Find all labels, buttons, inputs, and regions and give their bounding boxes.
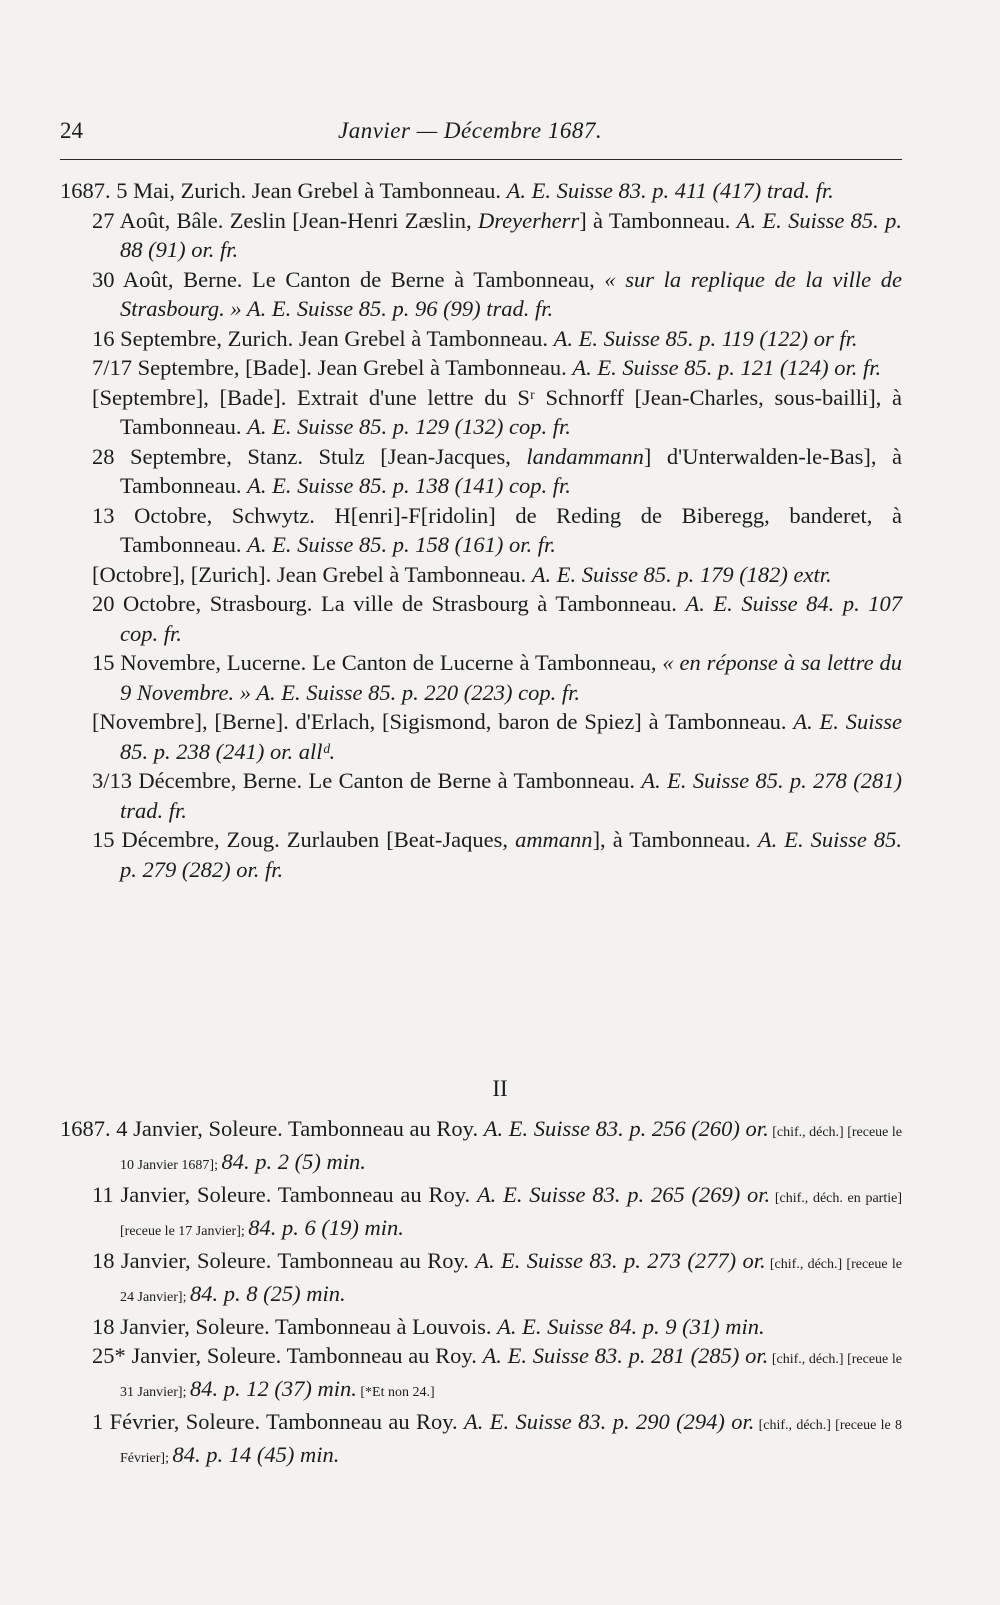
list-item	[60, 1114, 902, 1180]
list-item	[60, 648, 902, 707]
list-item	[60, 501, 902, 560]
entry-reference: A. E. Suisse 85. p. 119 (122) or fr.	[553, 325, 858, 351]
list-item	[60, 1312, 902, 1341]
entry-text: 20 Octobre, Strasbourg. La ville de Strasbourg à Tambonneau.	[92, 591, 686, 616]
correspondence-list-2	[60, 1114, 902, 1473]
list-item	[60, 324, 902, 354]
entry-reference: A. E. Suisse 84. p. 107 cop. fr.	[120, 591, 902, 646]
entry-note: [chif., déch.] [receue le 24 Janvier];	[120, 1257, 902, 1305]
entry-reference: A. E. Suisse 85. p. 158 (161) or. fr.	[247, 532, 556, 557]
entry-quote: « sur la replique de la ville de Strasbourg. »	[120, 266, 902, 321]
entry-reference: A. E. Suisse 83. p. 411 (417) trad. fr.	[506, 178, 834, 203]
entry-text: 28 Septembre, Stanz. Stulz [Jean-Jacques,	[92, 443, 527, 469]
entry-footnote: [*Et non 24.]	[356, 1385, 435, 1400]
entry-reference: A. E. Suisse 85. p. 220 (223) cop. fr.	[251, 679, 580, 705]
header-rule	[60, 159, 902, 160]
entry-text: 1 Février, Soleure. Tambonneau au Roy.	[92, 1409, 465, 1434]
entry-reference: A. E. Suisse 83. p. 273 (277) or.	[475, 1248, 766, 1273]
entry-reference: A. E. Suisse 85. p. 121 (124) or. fr.	[572, 355, 882, 380]
correspondence-list-1	[60, 176, 902, 884]
entry-reference: A. E. Suisse 85. p. 278 (281) trad. fr.	[120, 768, 902, 823]
entry-reference: A. E. Suisse 85. p. 96 (99) trad. fr.	[241, 296, 554, 321]
entry-reference: 84. p. 2 (5) min.	[221, 1149, 366, 1174]
entry-text: 25* Janvier, Soleure. Tambonneau au Roy.	[92, 1343, 483, 1368]
entry-text: 1687. 4 Janvier, Soleure. Tambonneau au Roy.	[60, 1116, 484, 1141]
entry-text: 30 Août, Berne. Le Canton de Berne à Tambonneau,	[92, 266, 605, 292]
entry-reference: A. E. Suisse 85. p. 238 (241) or. allᵈ.	[120, 709, 902, 764]
list-item	[60, 353, 902, 383]
list-item	[60, 1341, 902, 1407]
entry-role: Dreyerherr	[477, 207, 580, 233]
list-item	[60, 1407, 902, 1473]
entry-text: ] d'Unterwalden-le-Bas], à Tambonneau.	[120, 443, 902, 498]
list-item	[60, 176, 902, 206]
entry-reference: A. E. Suisse 85. p. 138 (141) cop. fr.	[247, 473, 571, 498]
entry-reference: A. E. Suisse 85. p. 129 (132) cop. fr.	[247, 414, 571, 439]
list-item	[60, 707, 902, 766]
entry-text: 15 Novembre, Lucerne. Le Canton de Lucerne à Tambonneau,	[92, 650, 663, 675]
entry-reference: 84. p. 8 (25) min.	[189, 1281, 346, 1306]
list-item	[60, 1246, 902, 1312]
entry-reference: 84. p. 6 (19) min.	[248, 1215, 404, 1240]
entry-text: 18 Janvier, Soleure. Tambonneau à Louvois.	[92, 1314, 498, 1339]
entry-reference: A. E. Suisse 83. p. 281 (285) or.	[482, 1343, 769, 1368]
list-item	[60, 560, 902, 590]
entry-note: [chif., déch. en partie] [receue le 17 Janvier];	[120, 1191, 902, 1239]
entry-reference: A. E. Suisse 85. p. 179 (182) extr.	[531, 561, 832, 587]
entry-text: [Octobre], [Zurich]. Jean Grebel à Tambonneau.	[92, 561, 532, 587]
list-item	[60, 265, 902, 324]
entry-text: ], à Tambonneau.	[592, 827, 758, 852]
entry-note: [chif., déch.] [receue le 8 Février];	[120, 1418, 902, 1466]
entry-note: [chif., déch.] [receue le 31 Janvier];	[120, 1352, 902, 1400]
entry-reference: A. E. Suisse 85. p. 279 (282) or. fr.	[120, 827, 902, 882]
entry-reference: 84. p. 12 (37) min.	[189, 1376, 357, 1401]
entry-text: 11 Janvier, Soleure. Tambonneau au Roy.	[92, 1182, 477, 1207]
entry-quote: « en réponse à sa lettre du 9 Novembre. »	[120, 650, 902, 705]
entry-reference: A. E. Suisse 83. p. 256 (260) or.	[483, 1116, 769, 1141]
entry-text: [Novembre], [Berne]. d'Erlach, [Sigismond, baron de Spiez] à Tambonneau.	[92, 709, 794, 734]
entry-reference: 84. p. 14 (45) min.	[172, 1442, 340, 1467]
entry-text: 1687. 5 Mai, Zurich. Jean Grebel à Tambonneau.	[60, 178, 507, 203]
entry-text: 15 Décembre, Zoug. Zurlauben [Beat-Jaques,	[92, 827, 516, 852]
entry-role: ammann	[515, 827, 593, 852]
list-item	[60, 206, 902, 265]
running-head: Janvier — Décembre 1687.	[338, 118, 603, 143]
entry-reference: A. E. Suisse 84. p. 9 (31) min.	[497, 1314, 765, 1339]
list-item	[60, 1180, 902, 1246]
page-number: 24	[60, 118, 83, 143]
section-heading: II	[492, 1076, 508, 1101]
entry-text: ] à Tambonneau.	[579, 207, 737, 233]
entry-reference: A. E. Suisse 85. p. 88 (91) or. fr.	[120, 207, 902, 262]
list-item	[60, 825, 902, 884]
entry-text: [Septembre], [Bade]. Extrait d'une lettre du Sʳ Schnorff [Jean-Charles, sous-bailli], à Tambonneau.	[92, 384, 902, 439]
list-item	[60, 442, 902, 501]
entry-reference: A. E. Suisse 83. p. 290 (294) or.	[464, 1409, 755, 1434]
entry-reference: A. E. Suisse 83. p. 265 (269) or.	[476, 1182, 771, 1207]
entry-text: 27 Août, Bâle. Zeslin [Jean-Henri Zæslin,	[92, 207, 478, 233]
entry-text: 13 Octobre, Schwytz. H[enri]-F[ridolin] de Reding de Biberegg, banderet, à Tambonneau.	[92, 502, 902, 557]
entry-note: [chif., déch.] [receue le 10 Janvier 1687];	[120, 1125, 903, 1173]
entry-text: 7/17 Septembre, [Bade]. Jean Grebel à Tambonneau.	[92, 355, 573, 380]
list-item	[60, 589, 902, 648]
entry-text: 16 Septembre, Zurich. Jean Grebel à Tambonneau.	[92, 325, 554, 351]
entry-text: 18 Janvier, Soleure. Tambonneau au Roy.	[92, 1248, 476, 1273]
entry-text: 3/13 Décembre, Berne. Le Canton de Berne à Tambonneau.	[92, 768, 642, 793]
list-item	[60, 766, 902, 825]
list-item	[60, 383, 902, 442]
entry-role: landammann	[526, 443, 644, 469]
